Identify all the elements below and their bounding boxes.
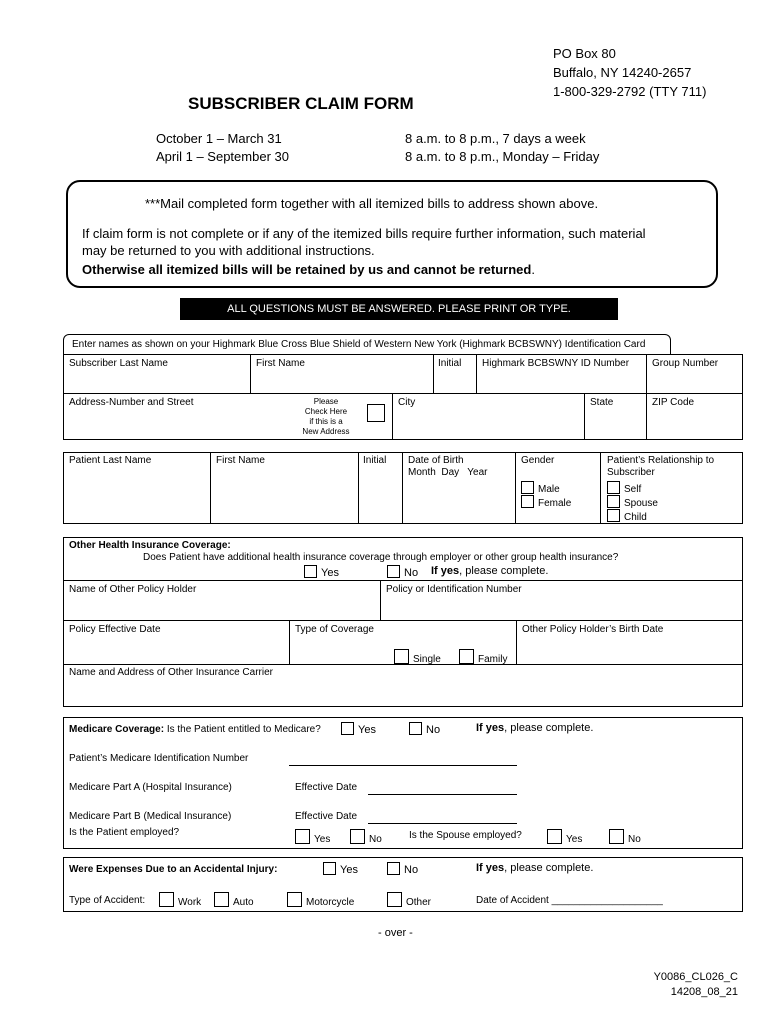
patient-employed-no-option[interactable]: No bbox=[350, 829, 382, 845]
accident-no-checkbox[interactable] bbox=[387, 862, 400, 875]
zip-code-field[interactable]: ZIP Code bbox=[652, 397, 695, 408]
female-checkbox[interactable] bbox=[521, 495, 534, 508]
address-phone: 1-800-329-2792 (TTY 711) bbox=[553, 84, 707, 99]
family-checkbox[interactable] bbox=[459, 649, 474, 664]
other-insurance-yes-checkbox[interactable] bbox=[304, 565, 317, 578]
medicare-question: Medicare Coverage: Is the Patient entitled to Medicare? bbox=[69, 724, 321, 735]
other-policy-holder-field[interactable]: Name of Other Policy Holder bbox=[69, 584, 197, 595]
part-b-effective-input[interactable] bbox=[368, 823, 517, 824]
patient-initial-field[interactable]: Initial bbox=[363, 455, 387, 466]
accident-type-label: Type of Accident: bbox=[69, 895, 146, 906]
form-codes bbox=[600, 970, 738, 1000]
medicare-id-label: Patient’s Medicare Identification Number bbox=[69, 753, 249, 764]
patient-employed-label: Is the Patient employed? bbox=[69, 827, 180, 838]
hours-time-2: 8 a.m. to 8 p.m., Monday – Friday bbox=[405, 149, 600, 164]
instructions-banner: ALL QUESTIONS MUST BE ANSWERED. PLEASE PRINT OR TYPE. bbox=[180, 298, 618, 320]
patient-employed-yes-option[interactable]: Yes bbox=[295, 829, 330, 845]
spouse-employed-no-option[interactable]: No bbox=[609, 829, 641, 845]
gender-female-option[interactable]: Female bbox=[521, 495, 571, 509]
address-line-2: Buffalo, NY 14240-2657 bbox=[553, 65, 692, 80]
patient-employed-yes-checkbox[interactable] bbox=[295, 829, 310, 844]
accident-yes-option[interactable]: Yes bbox=[323, 862, 358, 876]
coverage-family-option[interactable]: Family bbox=[459, 649, 507, 665]
retained-notice-bold: Otherwise all itemized bills will be retained by us and cannot be returned bbox=[82, 262, 532, 277]
group-number-field[interactable]: Group Number bbox=[652, 358, 719, 369]
other-checkbox[interactable] bbox=[387, 892, 402, 907]
other-insurance-question: Does Patient have additional health insurance coverage through employer or other group health insurance? bbox=[143, 552, 619, 563]
names-note: Enter names as shown on your Highmark Blue Cross Blue Shield of Western New York (Highmark BCBSWNY) Identification Card bbox=[63, 334, 671, 355]
coverage-type-label: Type of Coverage bbox=[295, 624, 374, 635]
form-code-1: Y0086_CL026_C bbox=[653, 971, 738, 983]
spouse-employed-yes-checkbox[interactable] bbox=[547, 829, 562, 844]
relationship-self-option[interactable]: Self bbox=[607, 481, 641, 495]
policy-id-number-field[interactable]: Policy or Identification Number bbox=[386, 584, 522, 595]
part-b-effective-label: Effective Date bbox=[295, 811, 358, 822]
retained-notice-period: . bbox=[531, 262, 535, 277]
spouse-employed-label: Is the Spouse employed? bbox=[409, 830, 522, 841]
patient-first-name-field[interactable]: First Name bbox=[216, 455, 265, 466]
city-field[interactable]: City bbox=[398, 397, 416, 408]
male-checkbox[interactable] bbox=[521, 481, 534, 494]
hours-period-1: October 1 – March 31 bbox=[156, 131, 282, 146]
other-insurance-no-checkbox[interactable] bbox=[387, 565, 400, 578]
medicare-yes-checkbox[interactable] bbox=[341, 722, 354, 735]
form-title: SUBSCRIBER CLAIM FORM bbox=[188, 94, 414, 113]
mailing-address bbox=[553, 44, 706, 101]
other-insurance-if-yes: If yes, please complete. bbox=[431, 565, 549, 577]
self-checkbox[interactable] bbox=[607, 481, 620, 494]
medicare-if-yes: If yes, please complete. bbox=[476, 722, 594, 734]
form-code-2: 14208_08_21 bbox=[670, 986, 738, 998]
relationship-spouse-option[interactable]: Spouse bbox=[607, 495, 658, 509]
patient-employed-no-checkbox[interactable] bbox=[350, 829, 365, 844]
hours-period-2: April 1 – September 30 bbox=[156, 149, 289, 164]
accident-if-yes: If yes, please complete. bbox=[476, 862, 594, 874]
hours-time-1: 8 a.m. to 8 p.m., 7 days a week bbox=[405, 131, 586, 146]
other-insurance-heading: Other Health Insurance Coverage: bbox=[69, 540, 231, 551]
address-street-field[interactable]: Address-Number and Street bbox=[69, 397, 194, 408]
incomplete-notice-line-2: may be returned to you with additional instructions. bbox=[82, 243, 375, 258]
over-indicator: - over - bbox=[378, 927, 413, 939]
part-a-effective-label: Effective Date bbox=[295, 782, 358, 793]
gender-male-option[interactable]: Male bbox=[521, 481, 560, 495]
medicare-part-b-label: Medicare Part B (Medical Insurance) bbox=[69, 811, 232, 822]
mail-instruction: ***Mail completed form together with all itemized bills to address shown above. bbox=[145, 196, 599, 211]
gender-label: Gender bbox=[521, 455, 555, 466]
patient-last-name-field[interactable]: Patient Last Name bbox=[69, 455, 152, 466]
single-checkbox[interactable] bbox=[394, 649, 409, 664]
accident-no-option[interactable]: No bbox=[387, 862, 418, 876]
relationship-label-1: Patient’s Relationship to bbox=[607, 455, 715, 466]
relationship-label-2: Subscriber bbox=[607, 467, 655, 478]
policy-effective-date-field[interactable]: Policy Effective Date bbox=[69, 624, 161, 635]
medicare-yes-option[interactable]: Yes bbox=[341, 722, 376, 736]
accident-other-option[interactable]: Other bbox=[387, 892, 431, 908]
other-insurance-no-option[interactable]: No bbox=[387, 565, 418, 579]
state-field[interactable]: State bbox=[590, 397, 614, 408]
medicare-id-input[interactable] bbox=[289, 765, 517, 766]
date-of-birth-label: Date of Birth bbox=[408, 455, 464, 466]
subscriber-initial-field[interactable]: Initial bbox=[438, 358, 462, 369]
accident-heading: Were Expenses Due to an Accidental Injury: bbox=[69, 864, 278, 875]
work-checkbox[interactable] bbox=[159, 892, 174, 907]
relationship-child-option[interactable]: Child bbox=[607, 509, 647, 523]
other-insurance-yes-option[interactable]: Yes bbox=[304, 565, 339, 579]
spouse-employed-no-checkbox[interactable] bbox=[609, 829, 624, 844]
subscriber-last-name-field[interactable]: Subscriber Last Name bbox=[69, 358, 168, 369]
medicare-no-option[interactable]: No bbox=[409, 722, 440, 736]
motorcycle-checkbox[interactable] bbox=[287, 892, 302, 907]
date-of-accident-field[interactable]: Date of Accident ____________________ bbox=[476, 895, 663, 906]
part-a-effective-input[interactable] bbox=[368, 794, 517, 795]
medicare-part-a-label: Medicare Part A (Hospital Insurance) bbox=[69, 782, 232, 793]
accident-yes-checkbox[interactable] bbox=[323, 862, 336, 875]
accident-auto-option[interactable]: Auto bbox=[214, 892, 254, 908]
other-holder-birth-date-field[interactable]: Other Policy Holder’s Birth Date bbox=[522, 624, 664, 635]
address-line-1: PO Box 80 bbox=[553, 46, 616, 61]
accident-work-option[interactable]: Work bbox=[159, 892, 201, 908]
child-checkbox[interactable] bbox=[607, 509, 620, 522]
date-of-birth-parts: Month Day Year bbox=[408, 467, 488, 478]
retained-notice bbox=[82, 262, 535, 277]
subscriber-first-name-field[interactable]: First Name bbox=[256, 358, 305, 369]
new-address-note: Please Check Here if this is a New Address bbox=[302, 397, 350, 436]
coverage-single-option[interactable]: Single bbox=[394, 649, 441, 665]
new-address-checkbox[interactable] bbox=[367, 404, 385, 422]
medicare-no-checkbox[interactable] bbox=[409, 722, 422, 735]
auto-checkbox[interactable] bbox=[214, 892, 229, 907]
subscriber-id-number-field[interactable]: Highmark BCBSWNY ID Number bbox=[482, 358, 630, 369]
incomplete-notice-line-1: If claim form is not complete or if any of the itemized bills require further information, such material bbox=[82, 226, 646, 241]
accident-motorcycle-option[interactable]: Motorcycle bbox=[287, 892, 354, 908]
spouse-checkbox[interactable] bbox=[607, 495, 620, 508]
spouse-employed-yes-option[interactable]: Yes bbox=[547, 829, 582, 845]
other-carrier-field[interactable]: Name and Address of Other Insurance Carrier bbox=[69, 667, 273, 678]
